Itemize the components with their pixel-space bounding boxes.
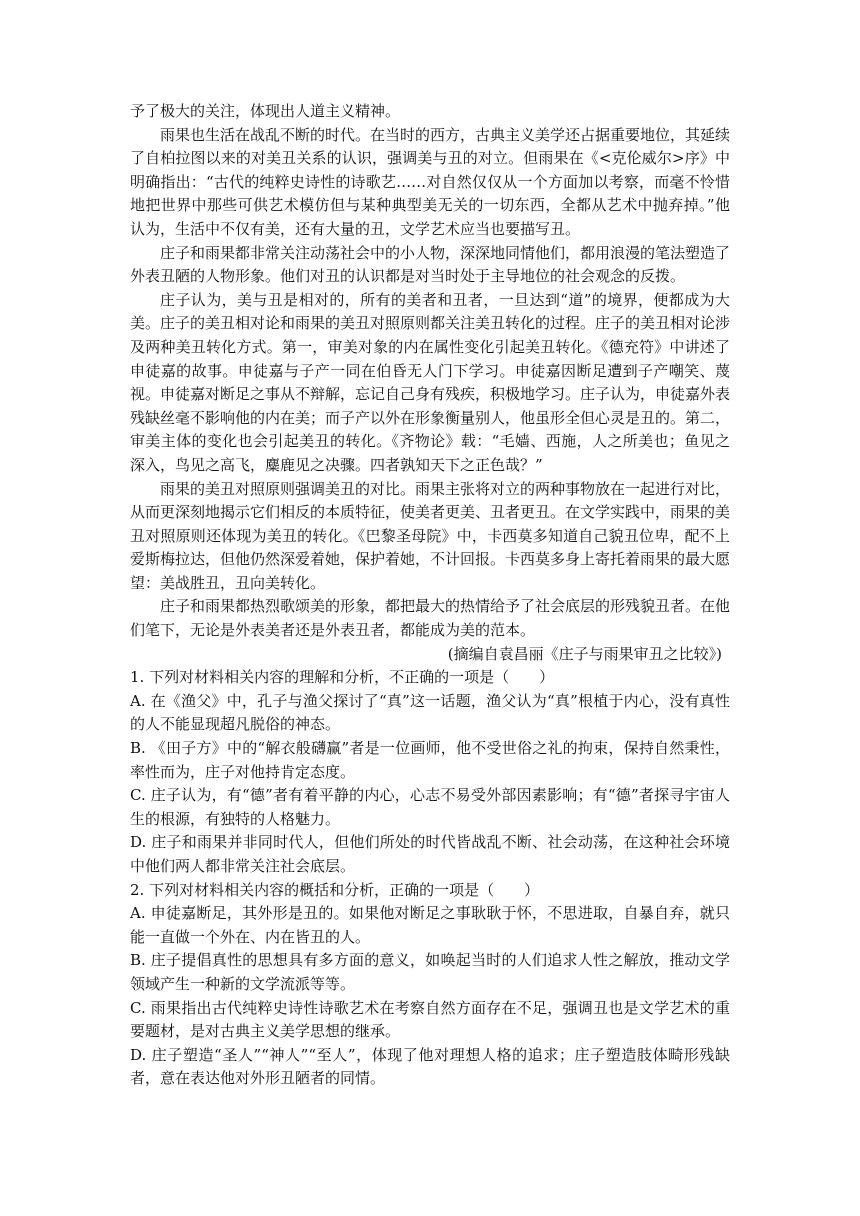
question-stem: 1. 下列对材料相关内容的理解和分析，不正确的一项是（ ） xyxy=(130,668,555,687)
option-c: C. 庄子认为，有“德”者有着平静的内心，心志不易受外部因素影响；有“德”者探寻宇宙人生的根源，有独特的人格魅力。 xyxy=(130,786,730,828)
option-d: D. 庄子和雨果并非同时代人，但他们所处的时代皆战乱不断、社会动荡，在这种社会环境中他们两人都非常关注社会底层。 xyxy=(130,833,730,875)
question-2 xyxy=(130,879,730,1091)
source-citation: (摘编自袁昌丽《庄子与雨果审丑之比较》) xyxy=(447,644,722,663)
paragraph-zhuangzi-relativity: 庄子认为，美与丑是相对的，所有的美者和丑者，一旦达到“道”的境界，便都成为大美。庄子的美丑相对论和雨果的美丑对照原则都关注美丑转化的过程。庄子的美丑相对论涉及两种美丑转化方式。第一，审美对象的内在属性变化引起美丑转化。《德充符》中讲述了申徒嘉的故事。申徒嘉与子产一同在伯昏无人门下学习。申徒嘉因断足遭到子产嘲笑、蔑视。申徒嘉对断足之事从不辩解，忘记自己身有残疾，积极地学习。庄子认为，申徒嘉外表残缺丝毫不影响他的内在美；而子产以外在形象衡量别人，他虽形全但心灵是丑的。第二，审美主体的变化也会引起美丑的转化。《齐物论》载：“毛嫱、西施，人之所美也；鱼见之深入，鸟见之高飞，麋鹿见之决骤。四者孰知天下之正色哉？” xyxy=(130,290,731,474)
question-stem: 2. 下列对材料相关内容的概括和分析，正确的一项是（ ） xyxy=(130,880,540,899)
option-a: A. 在《渔父》中，孔子与渔父探讨了“真”这一话题，渔父认为“真”根植于内心，没有真性的人不能显现超凡脱俗的神态。 xyxy=(130,691,730,734)
option-b: B. 庄子提倡真性的思想具有多方面的意义，如唤起当时的人们追求人性之解放，推动文学领域产生一种新的文学流派等等。 xyxy=(130,951,730,993)
paragraph-hugo-era: 雨果也生活在战乱不断的时代。在当时的西方，古典主义美学还占据重要地位，其延续了自柏拉图以来的对美丑关系的认识，强调美与丑的对立。但雨果在《<克伦威尔>序》中明确指出：“古代的纯粹史诗性的诗歌艺……对自然仅仅从一个方面加以考察，而毫不怜惜地把世界中那些可供艺术模仿但与某种典型美无关的一切东西，全都从艺术中抛弃掉。”他认为，生活中不仅有美，还有大量的丑，文学艺术应当也要描写丑。 xyxy=(130,125,731,238)
paragraph-continuation: 予了极大的关注，体现出人道主义精神。 xyxy=(130,102,401,120)
document-page xyxy=(130,100,730,1091)
option-b: B. 《田子方》中的“解衣般礴赢”者是一位画师，他不受世俗之礼的拘束，保持自然秉性，率性而为，庄子对他持肯定态度。 xyxy=(130,739,730,781)
paragraph-conclusion: 庄子和雨果都热烈歌颂美的形象，都把最大的热情给予了社会底层的形残貌丑者。在他们笔下，无论是外表美者还是外表丑者，都能成为美的范本。 xyxy=(130,597,731,640)
option-a: A. 申徒嘉断足，其外形是丑的。如果他对断足之事耿耿于怀，不思进取，自暴自弃，就只能一直做一个外在、内在皆丑的人。 xyxy=(130,904,730,946)
option-d: D. 庄子塑造“圣人”“神人”“至人”，体现了他对理想人格的追求；庄子塑造肢体畸形残缺者，意在表达他对外形丑陋者的同情。 xyxy=(130,1045,730,1088)
question-1 xyxy=(130,666,730,878)
option-c: C. 雨果指出古代纯粹史诗性诗歌艺术在考察自然方面存在不足，强调丑也是文学艺术的重要题材，是对古典主义美学思想的继承。 xyxy=(130,998,730,1041)
paragraph-hugo-contrast: 雨果的美丑对照原则强调美丑的对比。雨果主张将对立的两种事物放在一起进行对比，从而更深刻地揭示它们相反的本质特征，使美者更美、丑者更丑。在文学实践中，雨果的美丑对照原则还体现为美丑的转化。《巴黎圣母院》中，卡西莫多知道自己貌丑位卑，配不上爱斯梅拉达，但他仍然深爱着她，保护着她，不计回报。卡西莫多身上寄托着雨果的最大愿望：美战胜丑，丑向美转化。 xyxy=(130,479,731,592)
paragraph-common-concern: 庄子和雨果都非常关注动荡社会中的小人物，深深地同情他们，都用浪漫的笔法塑造了外表丑陋的人物形象。他们对丑的认识都是对当时处于主导地位的社会观念的反拨。 xyxy=(130,243,731,286)
